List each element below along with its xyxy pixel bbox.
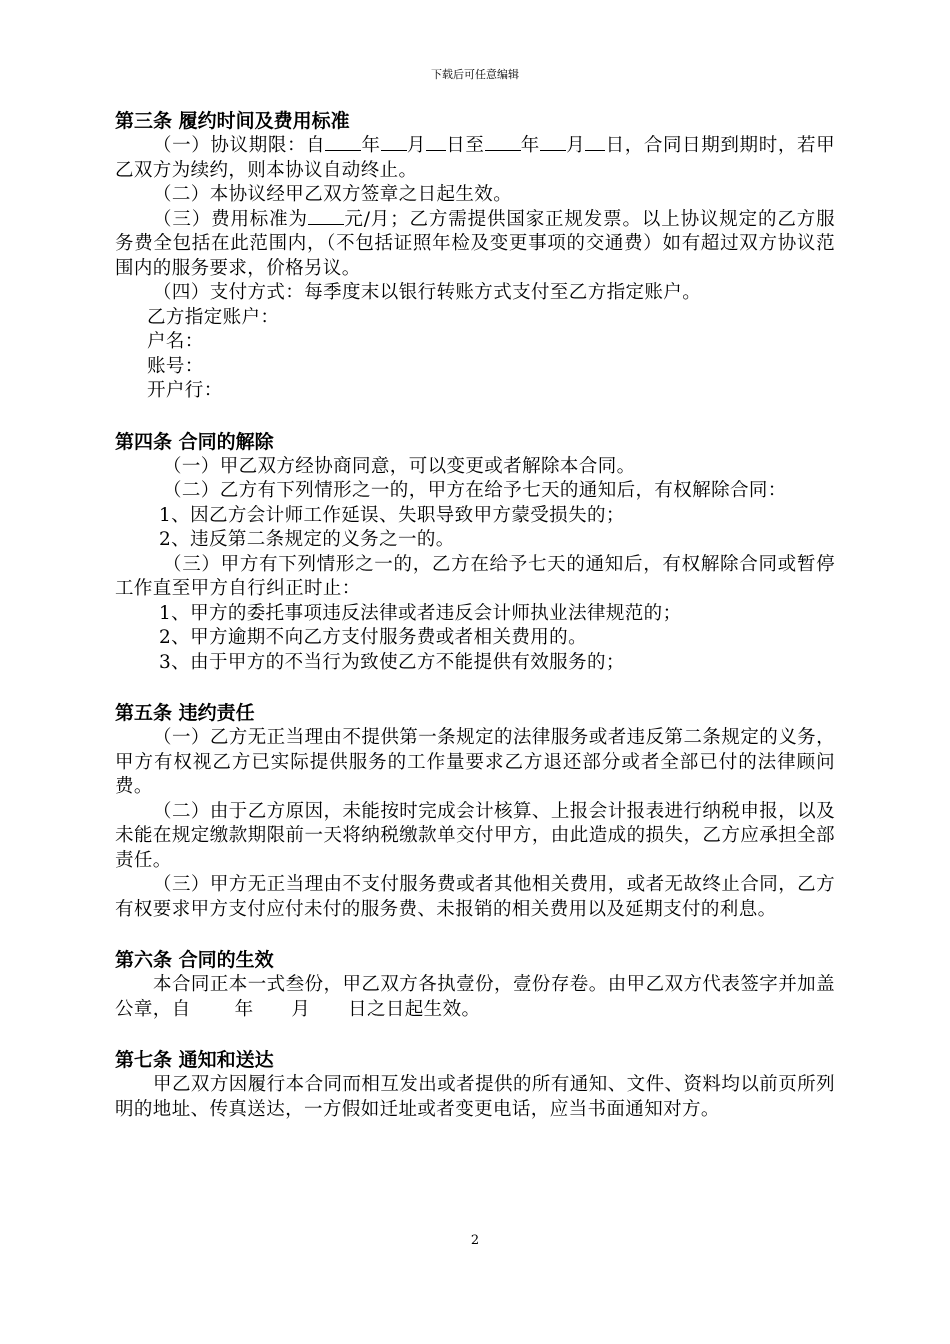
section-6	[115, 948, 835, 1022]
section-3	[115, 109, 835, 404]
paragraph: （三）甲方有下列情形之一的，乙方在给予七天的通知后，有权解除合同或暂停工作直至甲方自行纠正时止：	[115, 553, 835, 599]
section-4	[115, 430, 835, 676]
section-title: 第五条 违约责任	[115, 702, 255, 724]
section-title: 第三条 履约时间及费用标准	[115, 110, 350, 132]
paragraph: （二）由于乙方原因，未能按时完成会计核算、上报会计报表进行纳税申报，以及未能在规定缴款期限前一天将纳税缴款单交付甲方，由此造成的损失，乙方应承担全部责任。	[115, 800, 835, 871]
blank-line	[325, 149, 361, 151]
paragraph: 户名：	[147, 331, 204, 352]
paragraph: 乙方指定账户：	[147, 306, 280, 328]
paragraph: 1、因乙方会计师工作延误、失职导致甲方蒙受损失的；	[159, 504, 625, 526]
section-7	[115, 1048, 835, 1122]
paragraph: （三）费用标准为 元/月；乙方需提供国家正规发票。以上协议规定的乙方服务费全包括在此范围内，（不包括证照年检及变更事项的交通费）如有超过双方协议范围内的服务要求，价格另议。	[115, 208, 835, 279]
blank-line	[585, 149, 605, 151]
page-header: 下载后可任意编辑	[431, 68, 519, 81]
section-5	[115, 701, 835, 922]
paragraph: 2、违反第二条规定的义务之一的。	[159, 529, 455, 550]
paragraph: （二）本协议经甲乙双方签章之日起生效。	[153, 184, 513, 205]
paragraph: （二）乙方有下列情形之一的，甲方在给予七天的通知后，有权解除合同：	[163, 480, 787, 501]
page-number: 2	[470, 1233, 480, 1248]
blank-line	[540, 149, 566, 151]
paragraph: （四）支付方式：每季度末以银行转账方式支付至乙方指定账户。	[153, 282, 702, 303]
blank-line	[426, 149, 446, 151]
paragraph: （一）乙方无正当理由不提供第一条规定的法律服务或者违反第二条规定的义务，甲方有权视乙方已实际提供服务的工作量要求乙方退还部分或者全部已付的法律顾问费。	[115, 727, 835, 797]
blank-line	[485, 149, 521, 151]
paragraph: （三）甲方无正当理由不支付服务费或者其他相关费用，或者无故终止合同，乙方有权要求甲方支付应付未付的服务费、未报销的相关费用以及延期支付的利息。	[115, 874, 835, 920]
paragraph: 1、甲方的委托事项违反法律或者违反会计师执业法律规范的；	[159, 602, 682, 624]
paragraph: 开户行：	[147, 380, 223, 401]
paragraph: 本合同正本一式叁份，甲乙双方各执壹份，壹份存卷。由甲乙双方代表签字并加盖公章，自 年 月 日之日起生效。	[115, 974, 835, 1020]
paragraph: （一）甲乙双方经协商同意，可以变更或者解除本合同。	[163, 455, 636, 477]
paragraph: 3、由于甲方的不当行为致使乙方不能提供有效服务的；	[159, 651, 625, 673]
paragraph: 2、甲方逾期不向乙方支付服务费或者相关费用的。	[159, 627, 587, 648]
section-title: 第四条 合同的解除	[115, 430, 274, 453]
blank-line	[381, 149, 407, 151]
section-title: 第六条 合同的生效	[115, 949, 274, 971]
paragraph: （一）协议期限：自 年 月 日至 年 月 日，合同日期到期时，若甲乙双方为续约，则本协议自动终止。	[115, 135, 836, 181]
blank-line	[308, 223, 344, 225]
document-body	[115, 109, 835, 1148]
paragraph: 甲乙双方因履行本合同而相互发出或者提供的所有通知、文件、资料均以前页所列明的地址、传真送达，一方假如迁址或者变更电话，应当书面通知对方。	[115, 1074, 835, 1120]
section-title: 第七条 通知和送达	[115, 1049, 274, 1071]
paragraph: 账号：	[147, 355, 204, 377]
